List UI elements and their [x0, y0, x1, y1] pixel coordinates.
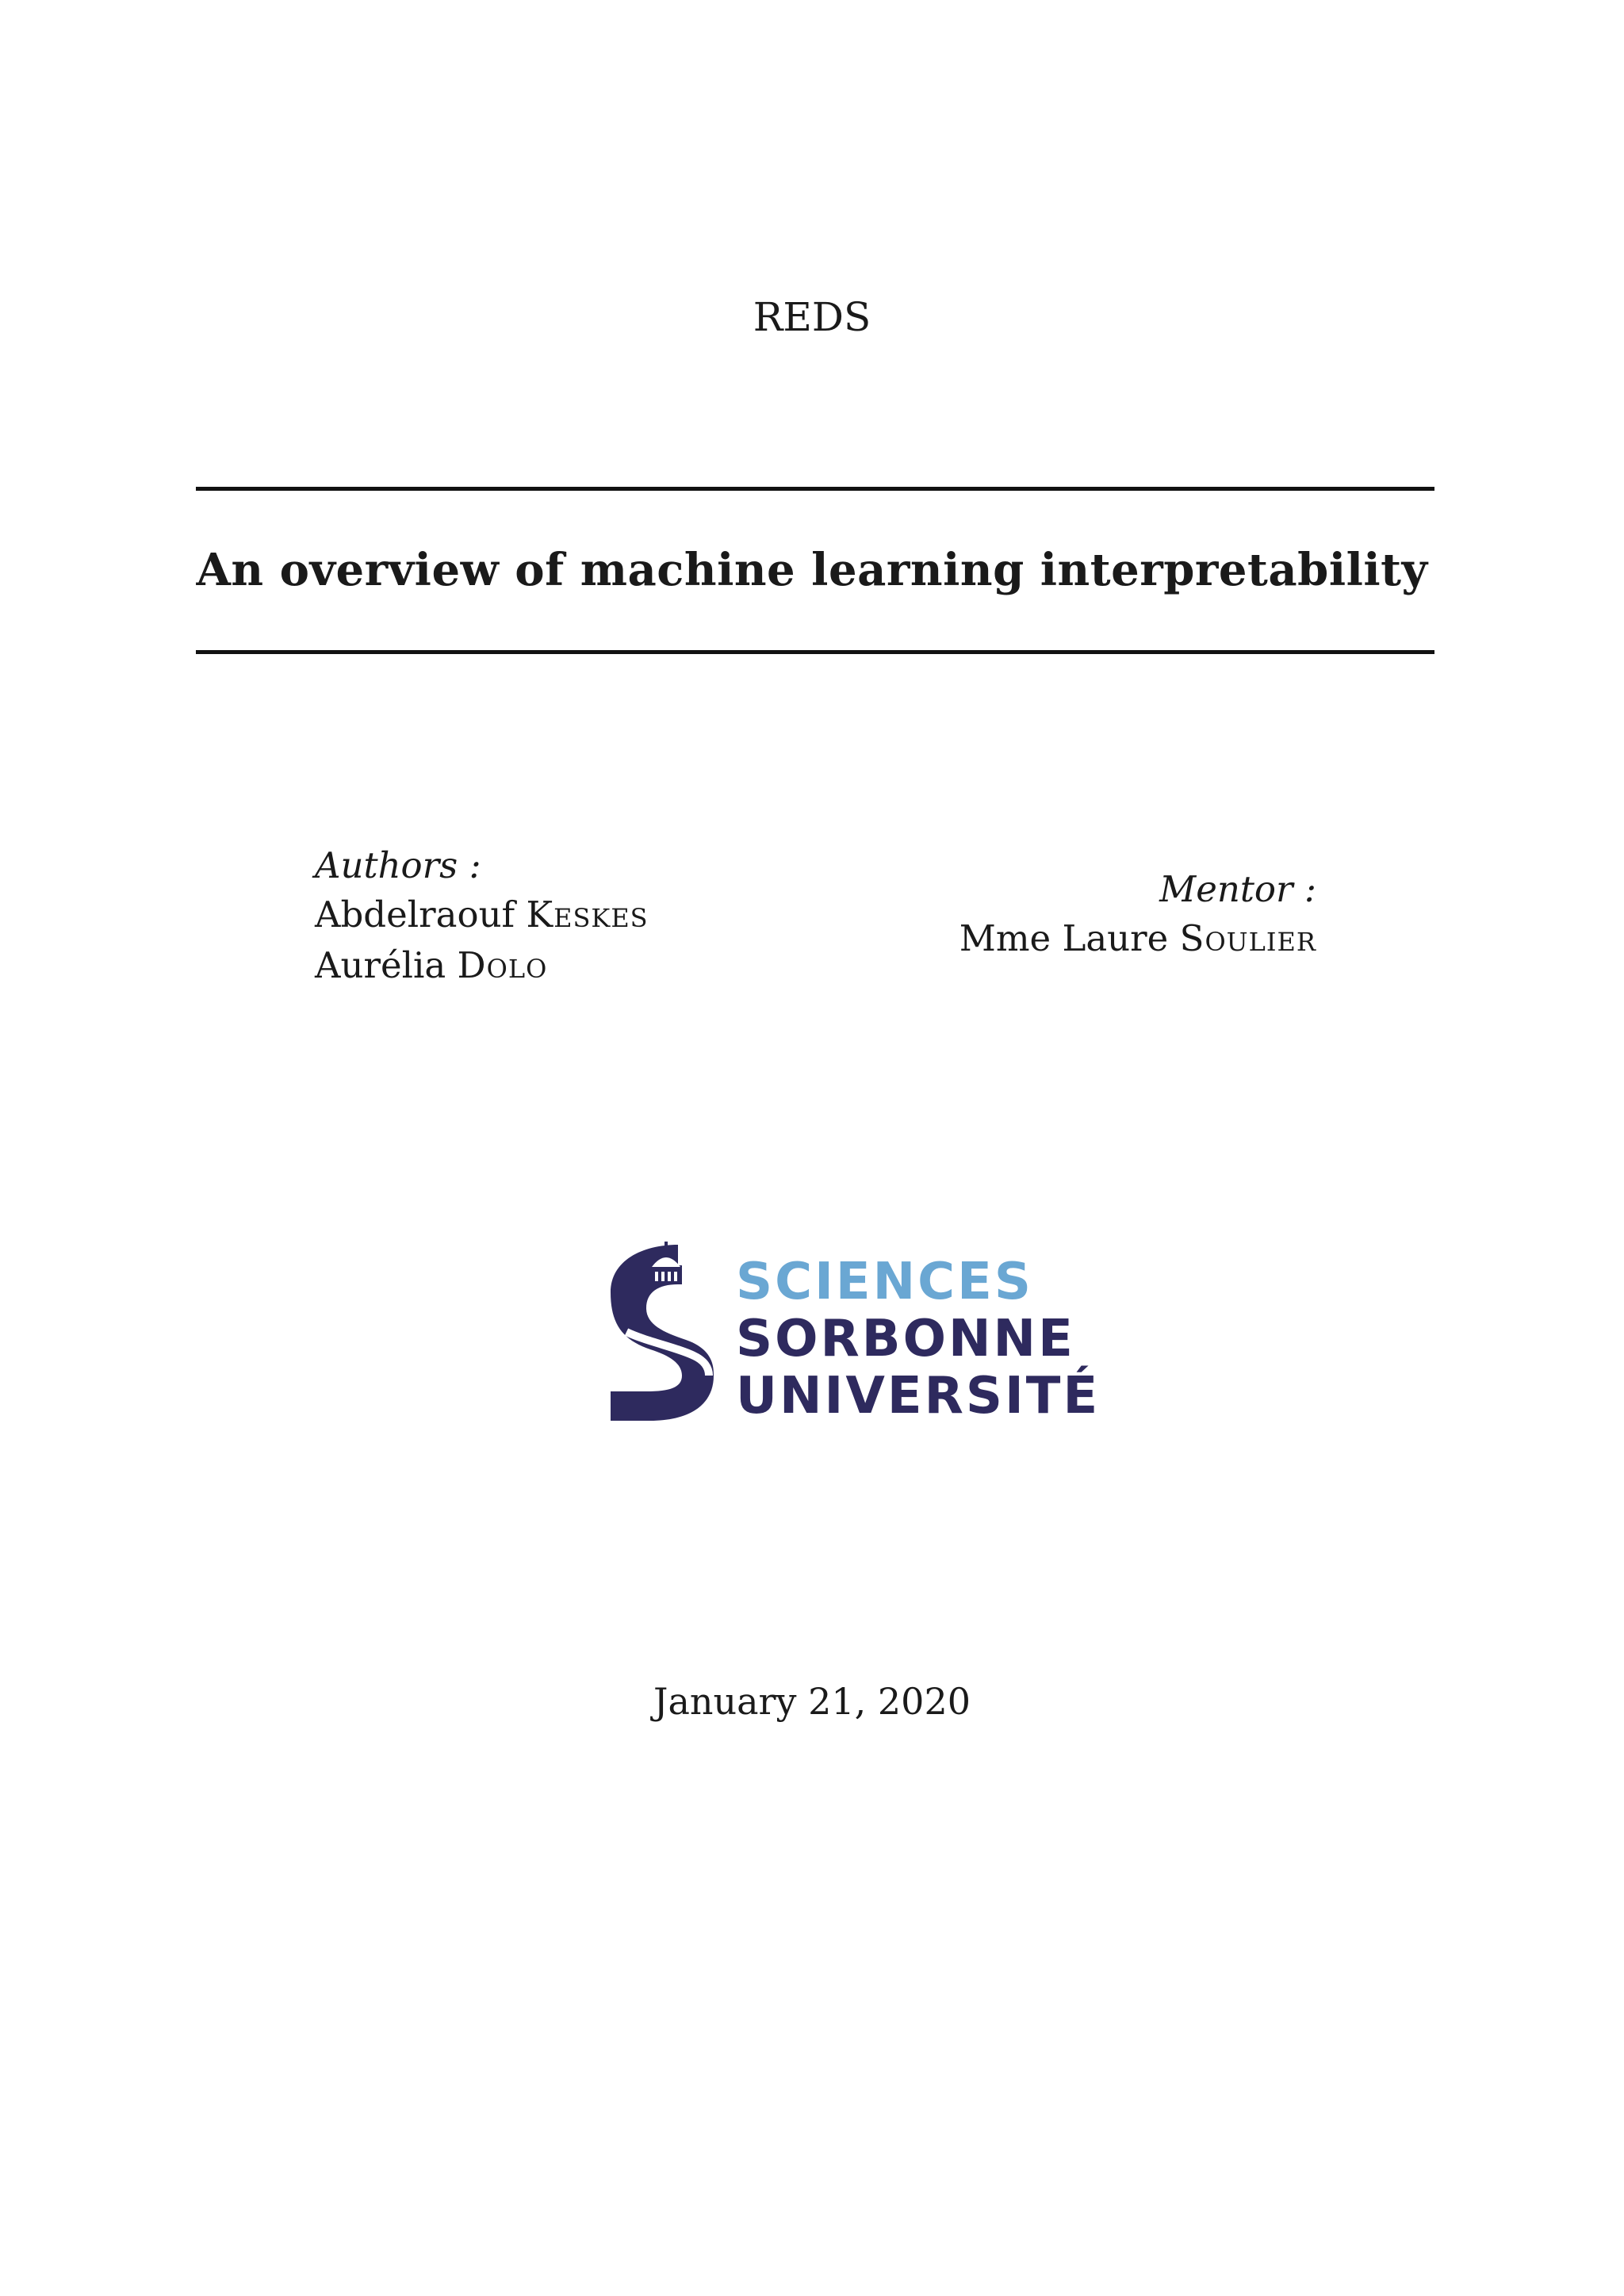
sorbonne-universite-logo [603, 1237, 1101, 1427]
author-2 [315, 940, 870, 991]
mentor-block [872, 866, 1316, 964]
emblem-column-1 [655, 1272, 658, 1281]
logo-text-sorbonne: SORBONNE [736, 1310, 1075, 1368]
author-2-first-name: Aurélia [315, 944, 446, 986]
document-title: An overview of machine learning interpretability [196, 544, 1428, 596]
emblem-column-4 [674, 1272, 677, 1281]
mentor-label: Mentor : [1159, 868, 1316, 910]
institution-label: REDS [753, 294, 871, 340]
title-rule-bottom [196, 650, 1434, 654]
author-2-last-name: Dolo [457, 944, 548, 986]
title-rule-top [196, 487, 1434, 491]
mentor-name [872, 913, 1316, 964]
mentor-last-name: Soulier [1179, 917, 1316, 959]
logo-emblem [611, 1242, 714, 1421]
author-1 [315, 890, 870, 940]
emblem-spire [665, 1242, 668, 1251]
logo-text-universite: UNIVERSITÉ [736, 1367, 1101, 1425]
emblem-column-2 [661, 1272, 665, 1281]
logo-text-sciences: SCIENCES [736, 1253, 1033, 1311]
document-date: January 21, 2020 [653, 1680, 971, 1723]
authors-block [315, 842, 870, 991]
author-1-last-name: Keskes [526, 894, 649, 936]
author-1-first-name: Abdelraouf [315, 894, 515, 936]
emblem-column-3 [668, 1272, 671, 1281]
mentor-first-name: Mme Laure [959, 917, 1169, 959]
authors-label: Authors : [315, 844, 481, 886]
